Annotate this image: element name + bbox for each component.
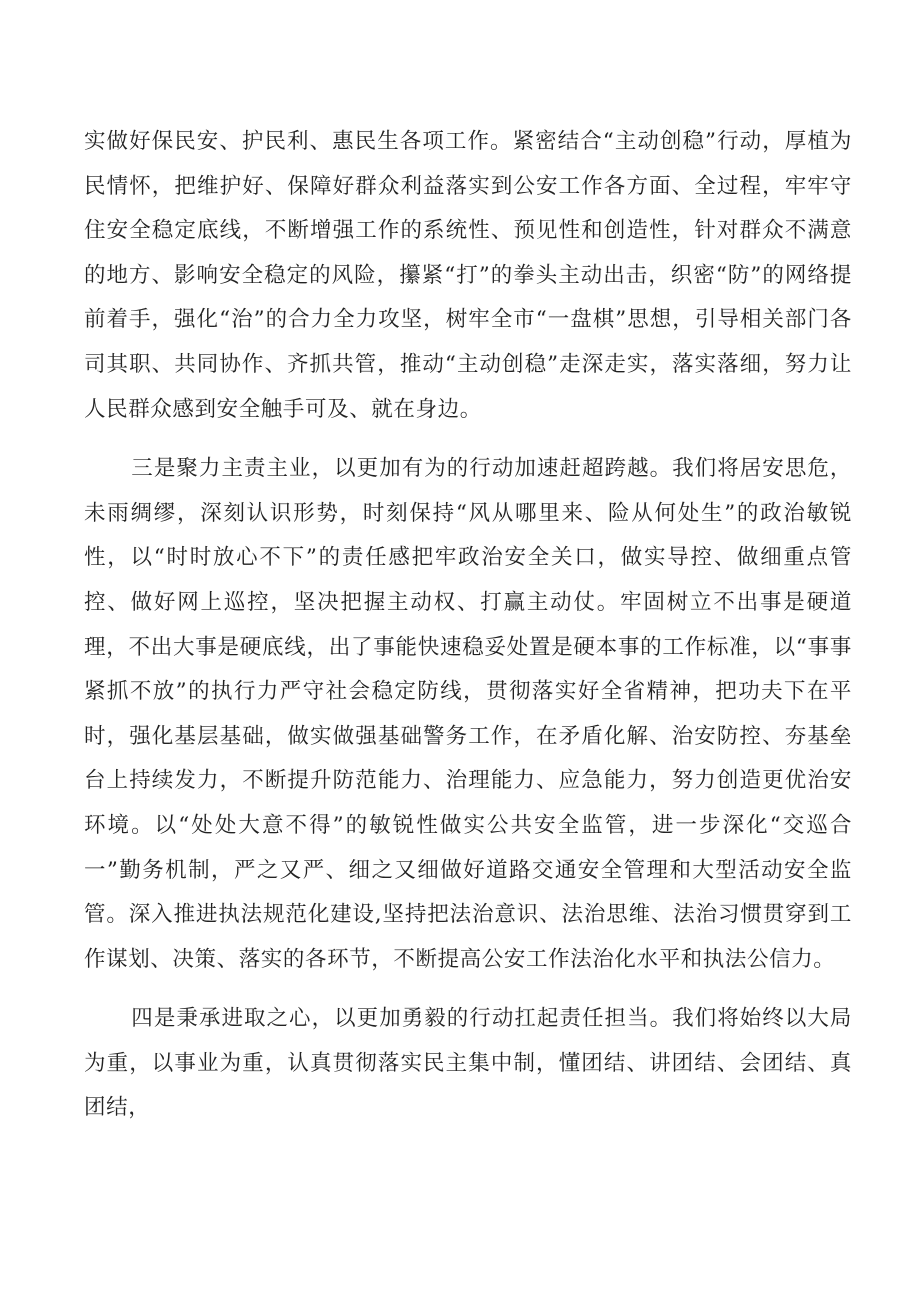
- document-body: [84, 120, 852, 1131]
- paragraph-point-three: 三是聚力主责主业，以更加有为的行动加速赶超跨越。我们将居安思危，未雨绸缪，深刻认识形势，时刻保持“风从哪里来、险从何处生”的政治敏锐性，以“时时放心不下”的责任感把牢政治安全关口，做实导控、做细重点管控、做好网上巡控，坚决把握主动权、打赢主动仗。牢固树立不出事是硬道理，不出大事是硬底线，出了事能快速稳妥处置是硬本事的工作标准，以“事事紧抓不放”的执行力严守社会稳定防线，贯彻落实好全省精神，把功夫下在平时，强化基层基础，做实做强基础警务工作，在矛盾化解、治安防控、夯基垒台上持续发力，不断提升防范能力、治理能力、应急能力，努力创造更优治安环境。以“处处大意不得”的敏锐性做实公共安全监管，进一步深化“交巡合一”勤务机制，严之又严、细之又细做好道路交通安全管理和大型活动安全监管。深入推进执法规范化建设,坚持把法治意识、法治思维、法治习惯贯穿到工作谋划、决策、落实的各环节，不断提高公安工作法治化水平和执法公信力。: [84, 456, 852, 972]
- paragraph-point-four: 四是秉承进取之心，以更加勇毅的行动扛起责任担当。我们将始终以大局为重，以事业为重，认真贯彻落实民主集中制，懂团结、讲团结、会团结、真团结，: [84, 1006, 852, 1121]
- paragraph-continuation: 实做好保民安、护民利、惠民生各项工作。紧密结合“主动创稳”行动，厚植为民情怀，把维护好、保障好群众利益落实到公安工作各方面、全过程，牢牢守住安全稳定底线，不断增强工作的系统性、预见性和创造性，针对群众不满意的地方、影响安全稳定的风险，攥紧“打”的拳头主动出击，织密“防”的网络提前着手，强化“治”的合力全力攻坚，树牢全市“一盘棋”思想，引导相关部门各司其职、共同协作、齐抓共管，推动“主动创稳”走深走实，落实落细，努力让人民群众感到安全触手可及、就在身边。: [84, 129, 852, 422]
